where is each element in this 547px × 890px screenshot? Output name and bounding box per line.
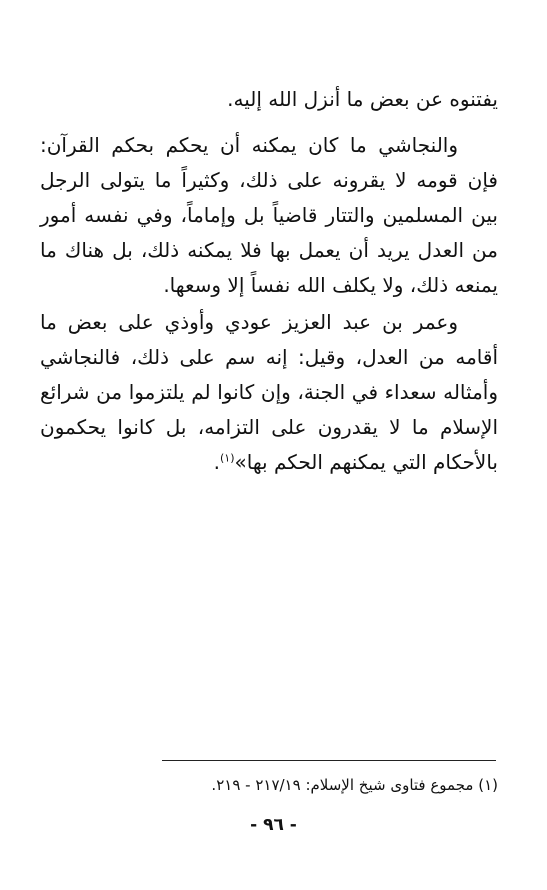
page-number: - ٩٦ - bbox=[250, 815, 297, 835]
paragraph-2 bbox=[40, 128, 498, 303]
paragraph-3-text: وعمر بن عبد العزيز عودي وأوذي على بعض ما أقامه من العدل، وقيل: إنه سم على ذلك، فالنجاشي وأمثاله سعداء في الجنة، وإن كانوا لم يلتزموا من شرائع الإسلام ما لا يقدرون على التزامه، بل كانوا يحكمون بالأحكام التي يمكنهم الحكم بها» bbox=[40, 310, 498, 474]
paragraph-1-text: يفتنوه عن بعض ما أنزل الله إليه. bbox=[227, 87, 498, 111]
paragraph-2-text: والنجاشي ما كان يمكنه أن يحكم بحكم القرآن: فإن قومه لا يقرونه على ذلك، وكثيراً ما يتولى الرجل بين المسلمين والتتار قاضياً بل وإماماً، وفي نفسه أمور من العدل يريد أن يعمل بها فلا يمكنه ذلك، بل هناك ما يمنعه ذلك، ولا يكلف الله نفساً إلا وسعها. bbox=[40, 133, 498, 297]
footnote-separator-line bbox=[162, 760, 496, 761]
footnote-reference-marker: (١) bbox=[219, 451, 235, 465]
paragraph-3 bbox=[40, 305, 498, 480]
footnote-text: (١) مجموع فتاوى شيخ الإسلام: ٢١٧/١٩ - ٢١٩. bbox=[211, 776, 498, 794]
paragraph-3-end: . bbox=[213, 450, 220, 474]
paragraph-1 bbox=[40, 82, 498, 117]
footnote bbox=[40, 772, 498, 798]
